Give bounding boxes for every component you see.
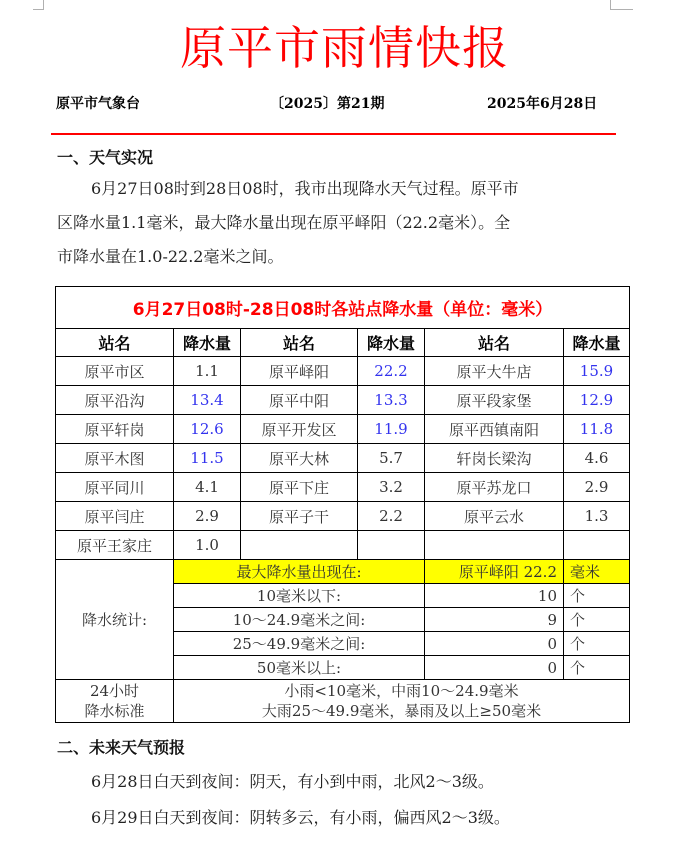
column-header: 站名 (56, 329, 174, 357)
empty-cell (358, 531, 425, 560)
stats-unit: 个 (564, 632, 630, 656)
station-name: 轩岗长梁沟 (425, 444, 564, 473)
table-row (56, 502, 630, 531)
paragraph-line: 市降水量在1.0-22.2毫米之间。 (57, 247, 284, 266)
rainfall-value: 1.1 (174, 357, 241, 386)
station-name: 原平开发区 (241, 415, 358, 444)
organization: 原平市气象台 (56, 96, 140, 112)
standard-label-line: 降水标准 (84, 702, 145, 720)
issue-number: 〔2025〕第21期 (270, 96, 385, 112)
report-date: 2025年6月28日 (487, 96, 598, 112)
table-row (56, 473, 630, 502)
column-header: 降水量 (174, 329, 241, 357)
table-caption: 6月27日08时-28日08时各站点降水量（单位：毫米） (56, 287, 630, 329)
stats-range-label: 10～24.9毫米之间: (174, 608, 425, 632)
rainfall-value: 4.1 (174, 473, 241, 502)
table-row (56, 357, 630, 386)
rainfall-value: 15.9 (564, 357, 630, 386)
standard-text (174, 680, 630, 723)
station-name: 原平云水 (425, 502, 564, 531)
station-name: 原平市区 (56, 357, 174, 386)
stats-range-label: 10毫米以下: (174, 584, 425, 608)
stats-range-label: 50毫米以上: (174, 656, 425, 680)
max-rainfall-unit: 毫米 (564, 560, 630, 584)
standard-label-line: 24小时 (89, 682, 140, 700)
rainfall-value: 12.6 (174, 415, 241, 444)
max-rainfall-value: 原平峄阳 22.2 (425, 560, 564, 584)
station-name: 原平同川 (56, 473, 174, 502)
page-corner-mark-right (610, 0, 633, 10)
table-row (56, 386, 630, 415)
empty-cell (425, 531, 564, 560)
station-name: 原平木图 (56, 444, 174, 473)
stats-label: 降水统计: (56, 560, 174, 680)
station-name: 原平大牛店 (425, 357, 564, 386)
report-title: 原平市雨情快报 (180, 21, 509, 75)
stats-unit: 个 (564, 584, 630, 608)
rainfall-value: 13.3 (358, 386, 425, 415)
section-heading-observations: 一、天气实况 (57, 148, 154, 167)
station-name: 原平子干 (241, 502, 358, 531)
rainfall-value: 2.2 (358, 502, 425, 531)
station-name: 原平苏龙口 (425, 473, 564, 502)
station-rainfall-table (55, 286, 630, 723)
rainfall-value: 2.9 (174, 502, 241, 531)
standard-row (56, 680, 630, 723)
rainfall-value: 12.9 (564, 386, 630, 415)
max-rainfall-label: 最大降水量出现在: (174, 560, 425, 584)
stats-unit: 个 (564, 656, 630, 680)
station-name: 原平段家堡 (425, 386, 564, 415)
station-name: 原平沿沟 (56, 386, 174, 415)
section-heading-forecast: 二、未来天气预报 (57, 738, 186, 757)
paragraph-line: 区降水量1.1毫米，最大降水量出现在原平峄阳（22.2毫米）。全 (57, 213, 511, 232)
rainfall-value: 3.2 (358, 473, 425, 502)
forecast-line: 6月29日白天到夜间：阴转多云，有小雨，偏西风2～3级。 (91, 808, 510, 827)
stats-count: 0 (425, 632, 564, 656)
page-corner-mark-left (33, 0, 44, 10)
station-name: 原平峄阳 (241, 357, 358, 386)
station-name: 原平中阳 (241, 386, 358, 415)
header-divider (51, 133, 616, 135)
rainfall-value: 13.4 (174, 386, 241, 415)
column-header: 降水量 (358, 329, 425, 357)
stats-count: 0 (425, 656, 564, 680)
table-row (56, 531, 630, 560)
rainfall-value: 22.2 (358, 357, 425, 386)
rainfall-value: 4.6 (564, 444, 630, 473)
table-row (56, 444, 630, 473)
observations-paragraph (57, 172, 617, 274)
column-header: 站名 (425, 329, 564, 357)
column-header: 降水量 (564, 329, 630, 357)
rainfall-value: 11.9 (358, 415, 425, 444)
paragraph-line: 6月27日08时到28日08时，我市出现降水天气过程。原平市 (91, 179, 519, 198)
station-name: 原平下庄 (241, 473, 358, 502)
table-row (56, 415, 630, 444)
standard-label (56, 680, 174, 723)
rainfall-value: 2.9 (564, 473, 630, 502)
station-name: 原平西镇南阳 (425, 415, 564, 444)
stats-max-row (56, 560, 630, 584)
forecast-line: 6月28日白天到夜间：阴天，有小到中雨，北风2～3级。 (91, 772, 494, 791)
standard-line: 小雨<10毫米，中雨10～24.9毫米 (284, 682, 519, 700)
rainfall-value: 5.7 (358, 444, 425, 473)
table-header-row (56, 329, 630, 357)
empty-cell (241, 531, 358, 560)
stats-unit: 个 (564, 608, 630, 632)
stats-count: 10 (425, 584, 564, 608)
stats-count: 9 (425, 608, 564, 632)
stats-range-label: 25～49.9毫米之间: (174, 632, 425, 656)
station-name: 原平闫庄 (56, 502, 174, 531)
standard-line: 大雨25～49.9毫米，暴雨及以上≥50毫米 (261, 702, 542, 720)
station-name: 原平王家庄 (56, 531, 174, 560)
rainfall-value: 1.0 (174, 531, 241, 560)
station-name: 原平轩岗 (56, 415, 174, 444)
column-header: 站名 (241, 329, 358, 357)
rainfall-value: 11.5 (174, 444, 241, 473)
station-name: 原平大林 (241, 444, 358, 473)
rainfall-value: 1.3 (564, 502, 630, 531)
rainfall-value: 11.8 (564, 415, 630, 444)
empty-cell (564, 531, 630, 560)
